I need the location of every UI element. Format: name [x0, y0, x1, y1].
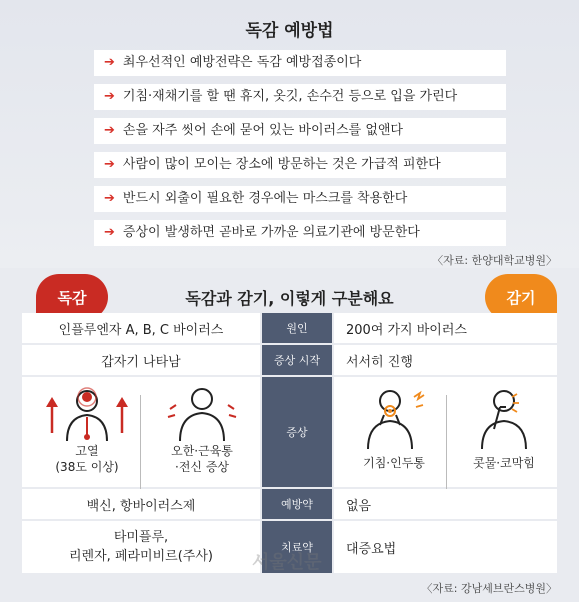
flu-symptom-fever-note: (38도 이상)	[55, 460, 119, 474]
cold-treatment: 대증요법	[334, 521, 557, 573]
row-label: 증상 시작	[262, 345, 332, 375]
tip-item	[94, 84, 506, 110]
tip-text: 손을 자주 씻어 손에 묻어 있는 바이러스를 없앤다	[122, 123, 403, 138]
row-cause	[22, 313, 557, 343]
flu-cause: 인플루엔자 A, B, C 바이러스	[22, 313, 260, 343]
row-label: 원인	[262, 313, 332, 343]
arrow-icon: ➔	[104, 55, 115, 70]
prevention-title: 독감 예방법	[245, 21, 334, 41]
cold-badge: 감기	[485, 274, 557, 320]
flu-symptom-systemic: ·전신 증상	[175, 460, 229, 474]
tip-item	[94, 118, 506, 144]
row-symptoms	[22, 377, 557, 487]
comparison-title: 독감과 감기, 이렇게 구분해요	[185, 289, 394, 308]
flu-symptom-fever: 고열	[75, 444, 99, 458]
tip-item	[94, 186, 506, 212]
arrow-icon: ➔	[104, 191, 115, 206]
tip-text: 최우선적인 예방전략은 독감 예방접종이다	[122, 55, 362, 70]
tip-item	[94, 152, 506, 178]
arrow-icon: ➔	[104, 157, 115, 172]
cough-figure-icon	[354, 385, 434, 451]
flu-treatment: 타미플루, 리렌자, 페라미비르(주사)	[22, 521, 260, 573]
tip-text: 사람이 많이 모이는 장소에 방문하는 것은 가급적 피한다	[122, 157, 441, 172]
cold-symptoms	[334, 377, 557, 487]
arrow-icon: ➔	[104, 225, 115, 240]
tip-text: 증상이 발생하면 곧바로 가까운 의료기관에 방문한다	[122, 225, 420, 240]
row-prevention-drug	[22, 489, 557, 519]
arrow-icon: ➔	[104, 89, 115, 104]
divider	[446, 395, 447, 499]
comparison-source: 〈자료: 강남세브란스병원〉	[421, 582, 557, 595]
flu-symptom-chills: 오한·근육통	[171, 444, 233, 458]
cold-onset: 서서히 진행	[334, 345, 557, 375]
flu-onset: 갑자기 나타남	[22, 345, 260, 375]
cold-cause: 200여 가지 바이러스	[334, 313, 557, 343]
tip-text: 기침·재채기를 할 땐 휴지, 옷깃, 손수건 등으로 입을 가린다	[122, 89, 458, 104]
body-ache-figure-icon	[162, 383, 242, 443]
row-onset	[22, 345, 557, 375]
divider	[140, 395, 141, 499]
tip-text: 반드시 외출이 필요한 경우에는 마스크를 착용한다	[122, 191, 408, 206]
row-label: 예방약	[262, 489, 332, 519]
row-label: 치료약	[262, 521, 332, 573]
arrow-icon: ➔	[104, 123, 115, 138]
fever-figure-icon	[42, 383, 132, 443]
flu-symptoms	[22, 377, 260, 487]
cold-symptom-cough: 기침·인두통	[363, 456, 425, 470]
cold-prevention-drug: 없음	[334, 489, 557, 519]
row-label: 증상	[262, 377, 332, 487]
flu-badge: 독감	[36, 274, 108, 320]
prevention-source: 〈자료: 한양대학교병원〉	[432, 254, 557, 267]
tip-item	[94, 50, 506, 76]
cold-symptom-runny-nose: 콧물·코막힘	[473, 456, 535, 470]
runny-nose-figure-icon	[464, 385, 544, 451]
tip-item	[94, 220, 506, 246]
watermark: 서울신문	[252, 552, 322, 573]
flu-prevention-drug: 백신, 항바이러스제	[22, 489, 260, 519]
